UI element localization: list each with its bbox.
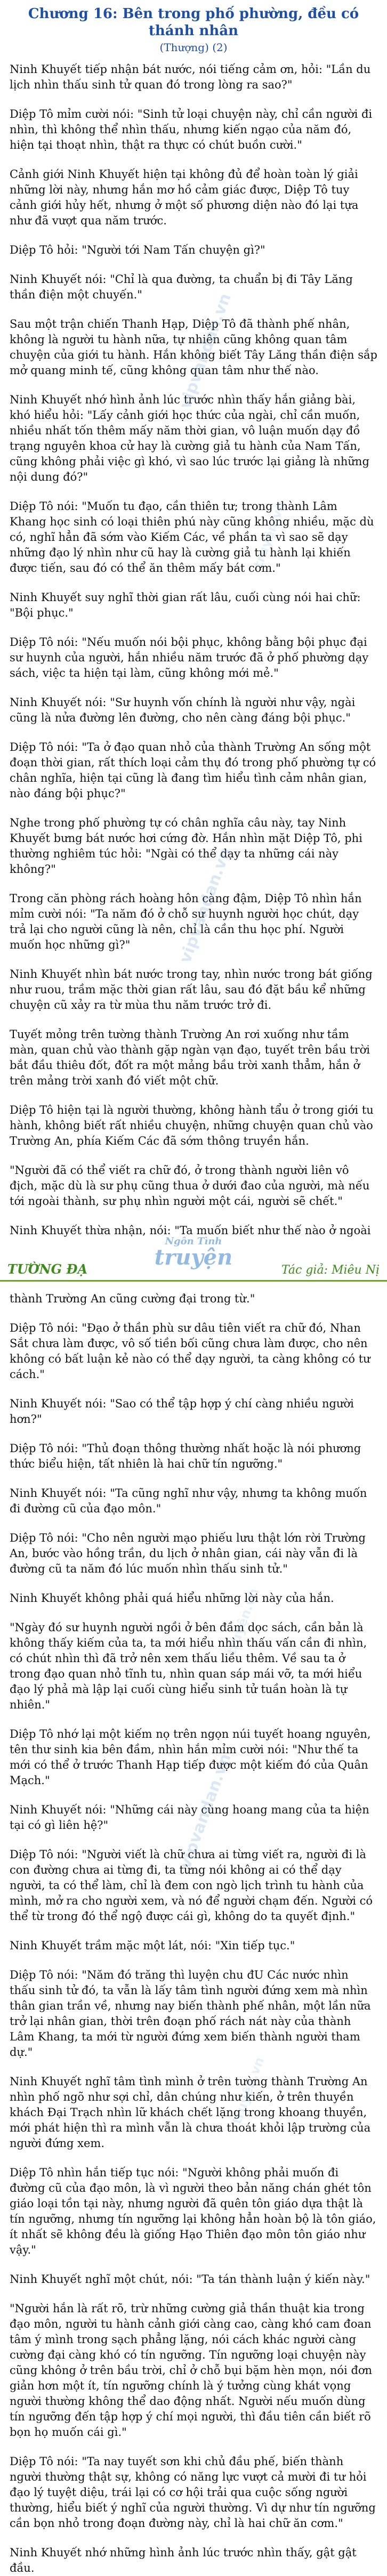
paragraph: "Người hắn là rất rõ, trừ những cường giả thần thuật kia trong đạo môn, người tu hành cảnh giới càng cao, càng khó cam đoan tâm ý mình trong sạch phẳng lặng, nói cách khác người càng cường đại càng khó có tín ngưỡng. Tín ngưỡng loại chuyện này cũng không ở trên bầu trời, chỉ ở chỗ bụi bặm hèn mọn, nói đơn giản hơn một ít, tín ngưỡng chính là ý tưởng cùng khát vọng người thường không thể dao động nhất. Người nếu muốn dùng tín ngưỡng đến tập hợp ý chí mọi người, thì đầu tiên cần biết rõ bọn họ muốn cái gì." [10, 2302, 373, 2439]
paragraph: Diệp Tô nói: "Muốn tu đạo, cần thiên tư; trong thành Lâm Khang học sinh có loại thiên phú này cũng không nhiều, mặc dù có, nghĩ hẳn đã sớm vào Kiếm Các, về phần ta vì sao sẽ dạy những đạo lý nhìn như cũ hay là cường giả tu hành lại khiến được tiến, sau đó có thể ăn thêm mấy bát cơm." [10, 500, 374, 574]
page-divider-banner [0, 1236, 387, 1282]
site-logo [155, 1236, 232, 1268]
chapter-title: Chương 16: Bên trong phố phường, đều có thánh nhân [28, 6, 359, 39]
paragraph: Diệp Tô nhớ lại một kiếm nọ trên ngọn núi tuyết hoang nguyên, tên thư sinh kia bên đầm, nhìn hắn mỉm cười nói: "Như thế ta mới có thể ở trước Thanh Hạp tiếp được một kiếm đó của Quân Mạch." [10, 1728, 371, 1787]
paragraph: Ninh Khuyết nghĩ tâm tình mình ở trên tường thành Trường An nhìn phố ngõ như sợi chỉ, dân chúng như kiến, ở trên thuyền khách Đại Trạch nhìn lữ khách chết lặng trong khoang thuyền, mới phát hiện thì ra mình vẫn là chưa thoát khỏi lập trường của người đứng xem. [10, 2075, 371, 2150]
paragraph: Tuyết mỏng trên tường thành Trường An rơi xuống như tầm màn, quan chủ vào thành gặp ngàn vạn đạo, tuyết trên bầu trời bắt đầu thiêu đốt, đốt ra một mảng bầu trời xanh thẳm, hắn ở trên mảng trời xanh đó viết một chữ. [10, 1028, 370, 1087]
chapter-subtitle: (Thượng) (2) [159, 41, 228, 54]
paragraph: thành Trường An cũng cường đại trong từ." [10, 1292, 255, 1305]
paragraph: Ninh Khuyết nhớ những hình ảnh lúc trước nhìn thấy, gật gật đầu. [10, 2546, 357, 2574]
paragraph: Cảnh giới Ninh Khuyết hiện tại không đủ để hoàn toàn lý giải những lời này, nhưng hắn mơ hồ cảm giác được, Diệp Tô tuy cảnh giới hủy hết, nhưng ở một số phương diện nào đó lại tựa như đã vượt qua năm trước. [10, 168, 359, 227]
paragraph: "Người đã có thể viết ra chữ đó, ở trong thành người liên vô địch, mặc dù là sư phụ cũng thua ở dưới đao của người, mà nếu tới ngoài thành, sư phụ nhìn người một cái, người sẽ chết." [10, 1164, 370, 1208]
watermark-text: vipvandan.vn [176, 1751, 235, 1872]
logo-line: truyện [154, 1245, 233, 1270]
paragraph: Ninh Khuyết nói: "Sư huynh vốn chính là người như vậy, ngài cũng là nửa đường lên đường, cho nên càng đáng bội phục." [10, 696, 356, 724]
paragraph: Ninh Khuyết nói: "Ta cũng nghĩ như vậy, nhưng ta không muốn đi đường cũ của đạo môn." [10, 1487, 367, 1515]
paragraph: Ninh Khuyết nói: "Sao có thể tập hợp ý chí càng nhiều người hơn?" [10, 1397, 354, 1425]
paragraph: Ninh Khuyết nhìn bát nước trong tay, nhìn nước trong bát giống như ruou, trầm mặc thời gian rất lâu, sau đó đặt bầu kể những chuyện cũ xảy ra từ mùa thu năm trước trở đi. [10, 968, 373, 1011]
paragraph: Nghe trong phố phường tự có chân nghĩa câu này, tay Ninh Khuyết bưng bát nước hơi cứng đờ. Hắn nhìn mặt Diệp Tô, phi thường nghiêm túc hỏi: "Ngài có thể dạy ta những cái này không?" [10, 816, 362, 876]
watermark-text: truyện.vn [229, 2055, 268, 2126]
paragraph: Diệp Tô nói: "Ta nay tuyết sơn khi chủ đầu phế, biến thành người thường thật sự, không có năng lực vượt cả mười đi tư hỏi đạo lý tuyệt diệu, trái lại có cơ hội trải qua cuộc sống người thường, hiểu biết ý nghĩ của người thường. Vì dự như tín ngưỡng cần bọn nhỏ trong đoạn đường này, chỉ là hai chữ ăn cơm." [10, 2455, 376, 2530]
paragraph: Diệp Tô hiện tại là người thường, không hành tẩu ở trong giới tu hành, không biết rất nhiều chuyện, những chuyện quan chủ vào Trường An, phía Kiếm Các đã sớm thông truyền hắn. [10, 1104, 374, 1147]
paragraph: Ninh Khuyết thừa nhận, nói: "Ta muốn biết như thế nào ở ngoài [10, 1224, 371, 1237]
book-brand: TƯỜNG ĐẠ [7, 1261, 88, 1277]
paragraph: Diệp Tô nói: "Thủ đoạn thông thường nhất hoặc là nói phương thức biểu hiện, tất nhiên là hai chữ tín ngưỡng." [10, 1442, 361, 1470]
paragraph: Diệp Tô nói: "Năm đó trăng thì luyện chu đU Các nước nhìn thấu sinh tử đó, ta vẫn là lấy tâm tình người đứng xem mà nhìn thân gian trần về, nhưng nay biến thành phế nhân, một lần nữa trở lại nhân gian, thời trên đoạn phố rách nát này của thành Lâm Khang, ta mới từ người đứng xem biến thành người tham dự." [10, 1969, 371, 2059]
paragraph: Ninh Khuyết suy nghĩ thời gian rất lâu, cuối cùng nói hai chữ: "Bội phục." [10, 591, 361, 619]
paragraph: Ninh Khuyết trầm mặc một lát, nói: "Xin tiếp tục." [10, 1939, 295, 1952]
paragraph: Diệp Tô nói: "Người viết là chữ chưa ai từng viết ra, người đi là con đường chưa ai từng đi, ta từng nói không ai có thể dạy người, ta có thể làm, chỉ là đem con ngò lịch trình tu hành của mình, mở ra cho người xem, và nó để người chạm đến. Người có thể từ trong đó thể ngộ được cái gì, không do ta quyết định." [10, 1848, 373, 1923]
watermark-text: vipvandan.vn [176, 290, 235, 411]
watermark-text: truyện.vn [251, 499, 289, 570]
paragraph: Ninh Khuyết không phải quá hiểu những lời này của hắn. [10, 1592, 334, 1605]
paragraph: Sau một trận chiến Thanh Hạp, Diệp Tô đã thành phế nhân, không là người tu hành nữa, tự nhiên cũng không quan tâm chuyện của giới tu hành. Hắn không biết Tây Lăng thần điện sắp mở quang minh tế, cũng không quan tâm như thế nào. [10, 318, 377, 377]
paragraph: Ninh Khuyết nói: "Những cái này cùng hoang mang của ta hiện tại có gì liên hệ?" [10, 1803, 369, 1832]
paragraph: Ninh Khuyết tiếp nhận bát nước, nói tiếng cảm ơn, hỏi: "Lần du lịch nhìn thấu sinh tử quan đó trong lòng ra sao?" [10, 63, 371, 91]
paragraph: Diệp Tô nói: "Cho nên người mạo phiếu lưu thật lớn rời Trường An, bước vào hồng trần, du lịch ở nhân gian, cái này vẫn đi là đường cũ ta năm đó lúc muốn nhìn thấu sinh tử." [10, 1532, 366, 1575]
paragraph: Diệp Tô nhìn hắn tiếp tục nói: "Người không phải muốn đi đường cũ của đạo môn, là vì người theo bản năng chán ghét tôn giáo loại tồn tại này, nhưng người đã quên tôn giáo dựa thật là tín ngưỡng, nhưng tín ngưỡng lại không hẳn hoàn bộ là tôn giáo, ít nhất sẽ không đều là giống Hạo Thiên đạo môn tôn giáo như vậy." [10, 2166, 376, 2256]
logo-line: Ngôn Tình [165, 1236, 222, 1247]
paragraph: Ninh Khuyết nói: "Chỉ là qua đường, ta chuẩn bị đi Tây Lăng thần điện một chuyến." [10, 273, 353, 301]
paragraph: Diệp Tô mỉm cười nói: "Sinh tử loại chuyện này, chỉ cần người đi nhìn, thì không thể nhìn thấu, nhưng kiến ngạo của năm đó, hiện tại thoạt nhìn, thật ra thực có chút buồn cười." [10, 108, 373, 151]
paragraph: Diệp Tô nói: "Nếu muốn nói bội phục, không bằng bội phục đại sư huynh của người, hắn nhiều năm trước đã ở phố phường dạy sách, việc ta hiện tại làm, cũng không mới mẻ." [10, 636, 369, 679]
paragraph: Trong căn phòng rách hoàng hôn càng đậm, Diệp Tô nhìn hắn mỉm cười nói: "Ta năm đó ở chỗ sư huynh người học chút, dạy trả lại cho người cũng là nên, chỉ là cần thu học phí. Người muốn học những gì?" [10, 892, 362, 951]
book-author: Tác giả: Miêu Nị [281, 1263, 380, 1277]
paragraph: Diệp Tô nói: "Ta ở đạo quan nhỏ của thành Trường An sống một đoạn thời gian, rất thích loại cảm thụ đó trong phố phường tự có chân nghĩa, hiện tại cũng là đang tìm hiểu tình cảm nhân gian, nào đáng bội phục?" [10, 741, 376, 800]
paragraph: Ninh Khuyết nhớ hình ảnh lúc trước nhìn thấy hắn giảng bài, khó hiểu hỏi: "Lấy cảnh giới học thức của ngài, chỉ cần muốn, nhiều nhất tốn thêm mấy năm thời gian, vô luận muốn dạy đồ trạng nguyên khoa cử hay là cường giả tu hành của Nam Tấn, cũng không phải việc gì khó, vì sao lúc trước lại giảng là những nội dung đó?" [10, 393, 369, 483]
watermark-text: truyện.vn [224, 1586, 262, 1657]
paragraph: "Ngày đó sư huynh người ngồi ở bên đầm dọc sách, cần bản là không thấy kiếm của ta, ta mới hiểu nhìn thấu vấn cần đi nhìn, có chút nhìn thì đã trở nên xem thấu liều thêm. Về sau ta ở trong đạo quan nhỏ tĩnh tu, nhìn quan sáp mái vỡ, ta mới hiểu đạo lý phả mà lập lại cuối cùng hiểu sinh tử tuần hoàn là tự nhiên." [10, 1621, 367, 1711]
paragraph: Ninh Khuyết nghĩ một chút, nói: "Ta tán thành luận ý kiến này." [10, 2273, 370, 2286]
watermark-text: vipvandan.vn [176, 845, 235, 966]
paragraph: Diệp Tô nói: "Đạo ở thần phù sư dâu tiên viết ra chữ đó, Nhan Sắt chưa làm được, vô số tiền bối cũng chưa làm được, cho nên không có bất luận kẻ nào có thể dạy người, ta càng không có tư cách." [10, 1322, 370, 1381]
paragraph: Diệp Tô hỏi: "Người tới Nam Tấn chuyện gì?" [10, 244, 265, 256]
